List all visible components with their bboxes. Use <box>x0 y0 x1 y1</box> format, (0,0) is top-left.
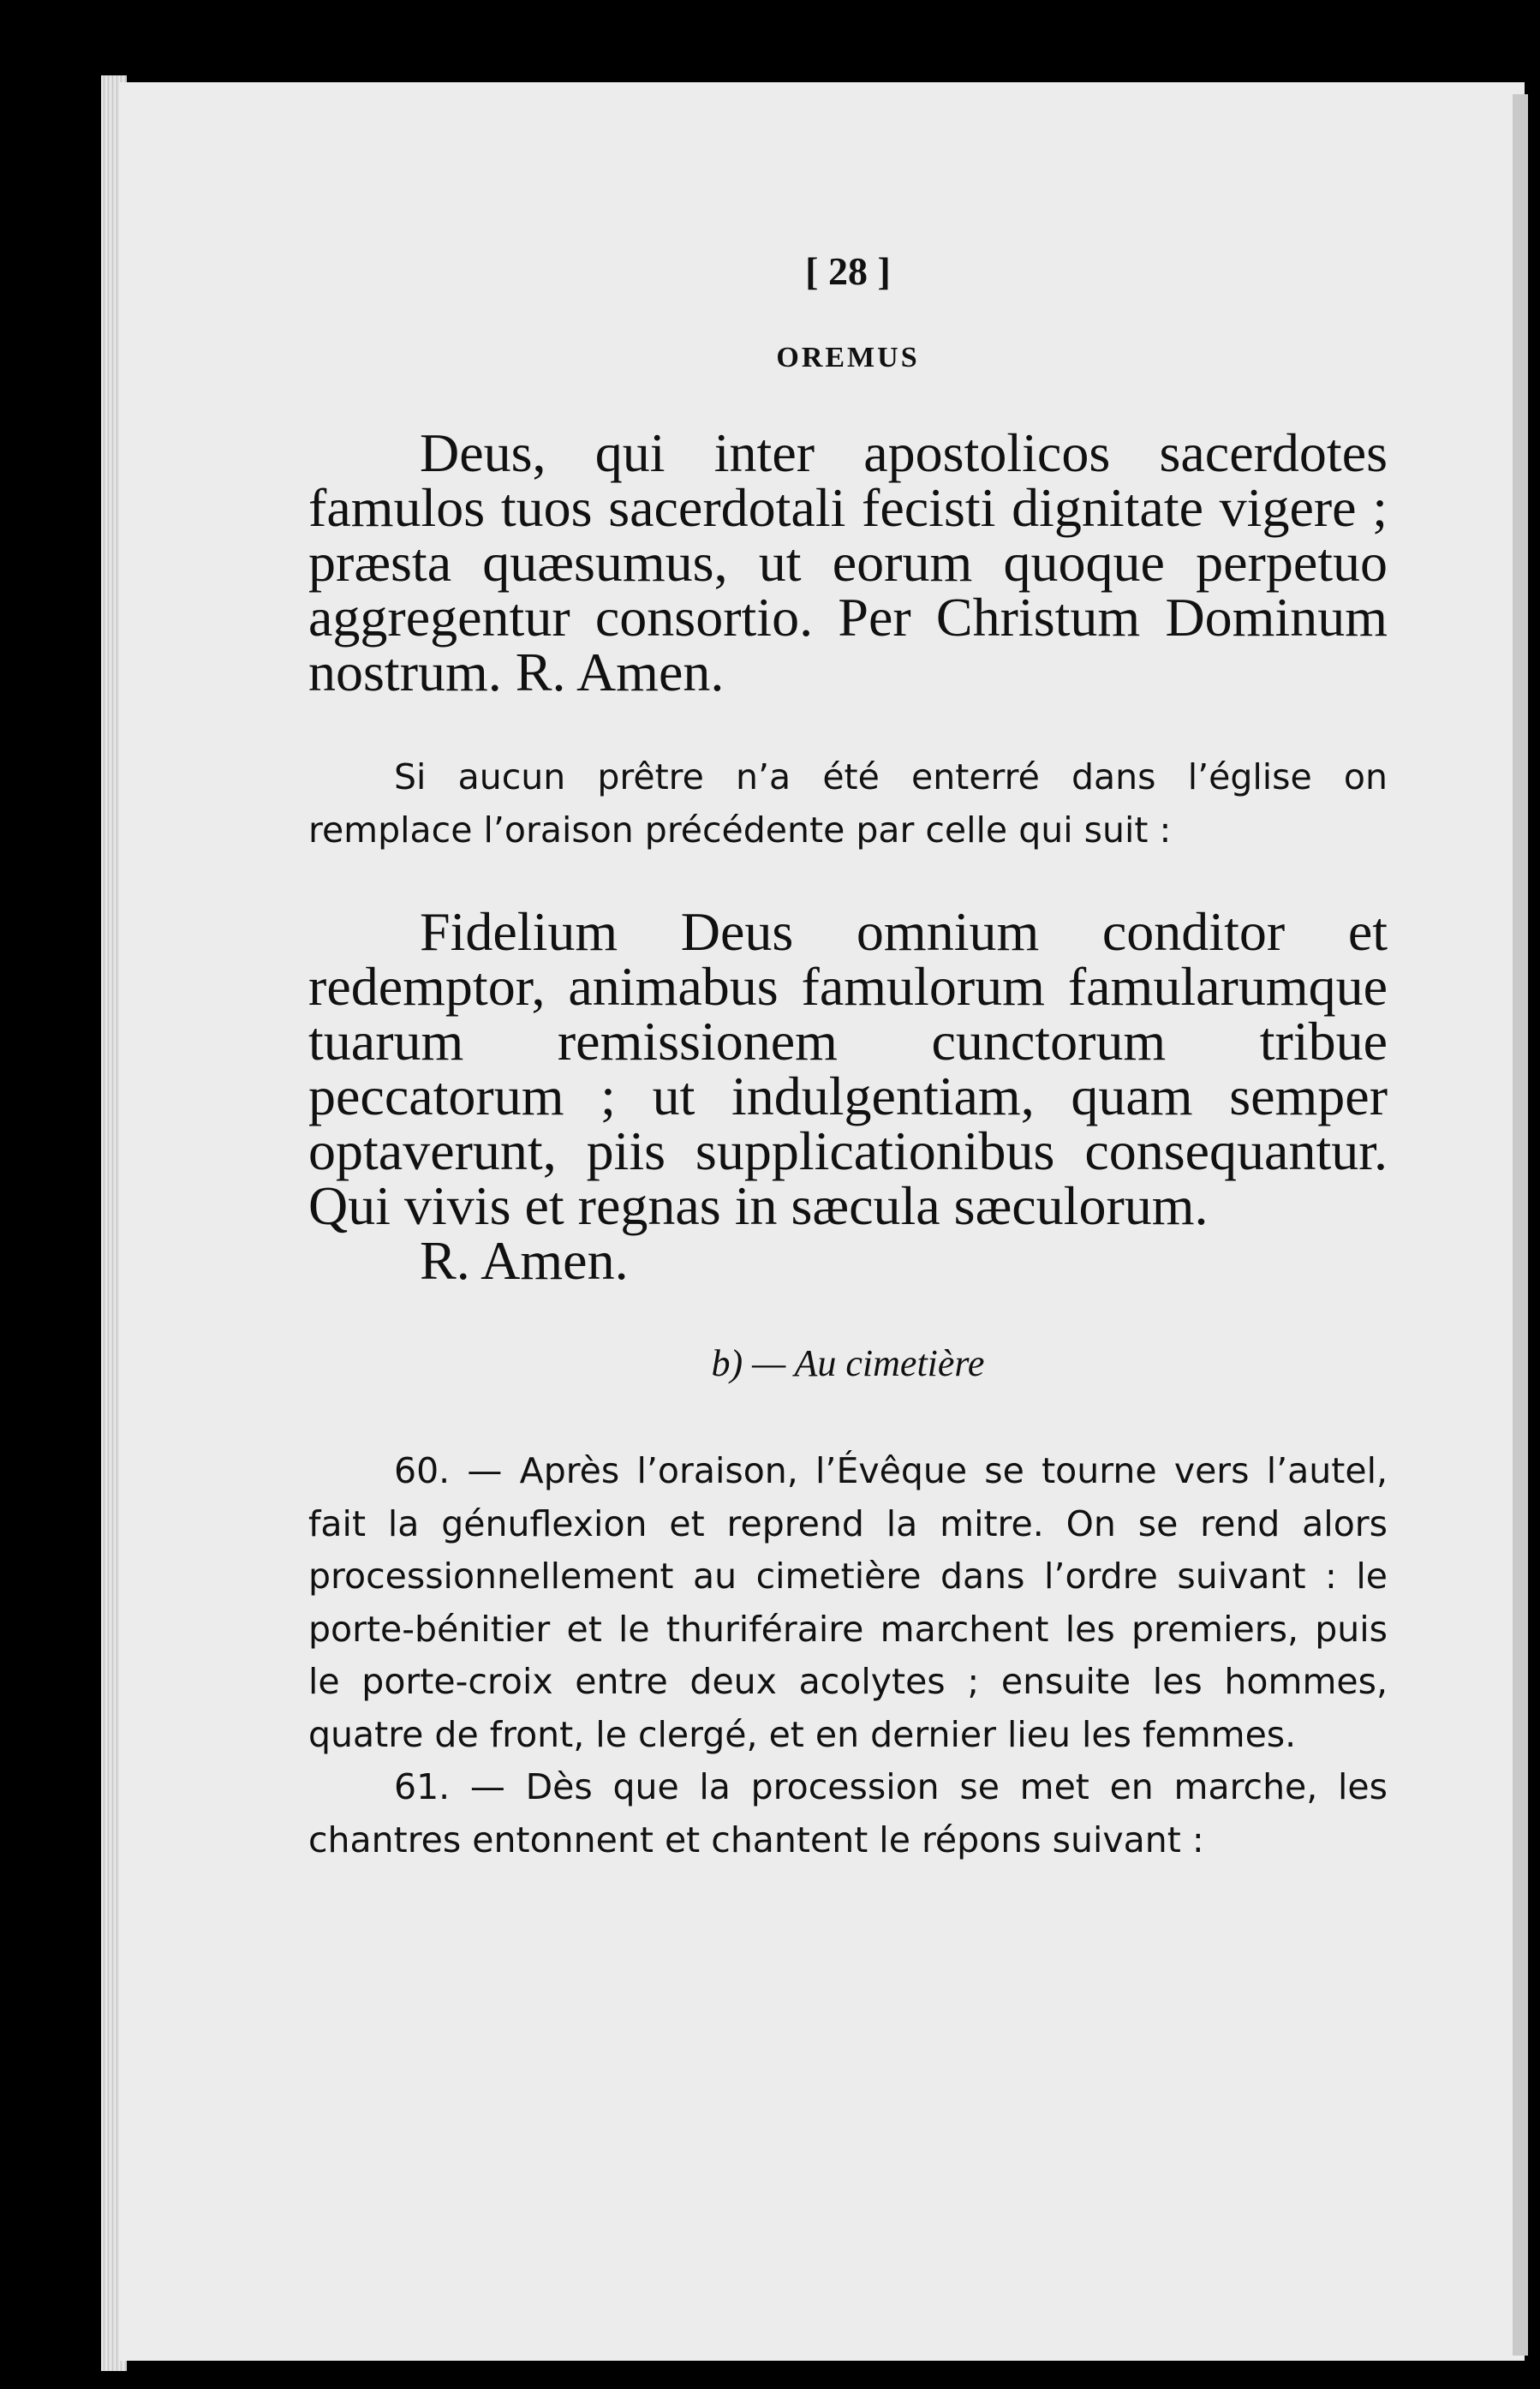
paragraph-60: 60. — Après l’oraison, l’Évêque se tourne vers l’autel, fait la génuflexion et reprend la mitre. On se rend alors processionnellement au cimetière dans l’ordre suivant : le porte-bénitier et le thuriféraire marchent les premiers, puis le porte-croix entre deux acolytes ; ensuite les hommes, quatre de front, le clergé, et en dernier lieu les femmes. <box>308 1450 1388 1755</box>
oremus-heading: OREMUS <box>776 342 920 373</box>
rubric-alternative-prayer: Si aucun prêtre n’a été enterré dans l’église on remplace l’oraison précédente par celle qui suit : <box>308 756 1388 851</box>
section-heading-cemetery: b) — Au cimetière <box>711 1342 985 1384</box>
prayer-fidelium-deus: Fidelium Deus omnium conditor et redemptor, animabus famulorum famularumque tuarum remissionem cunctorum tribue peccatorum ; ut indulgentiam, quam semper optaverunt, piis supplicationibus consequantur. Qui vivis et regnas in sæcula sæculorum. <box>308 901 1388 1236</box>
paragraph-61: 61. — Dès que la procession se met en marche, les chantres entonnent et chantent le répons suivant : <box>308 1766 1388 1860</box>
page-text <box>308 248 1388 1866</box>
page-number: [ 28 ] <box>805 249 891 293</box>
page-right-edge <box>1513 94 1528 2356</box>
prayer-deus-qui-inter: Deus, qui inter apostolicos sacerdotes famulos tuos sacerdotali fecisti dignitate vigere ; præsta quæsumus, ut eorum quoque perpetuo aggregentur consortio. Per Christum Dominum nostrum. R. Amen. <box>308 422 1388 702</box>
prayer-amen: R. Amen. <box>420 1230 629 1291</box>
